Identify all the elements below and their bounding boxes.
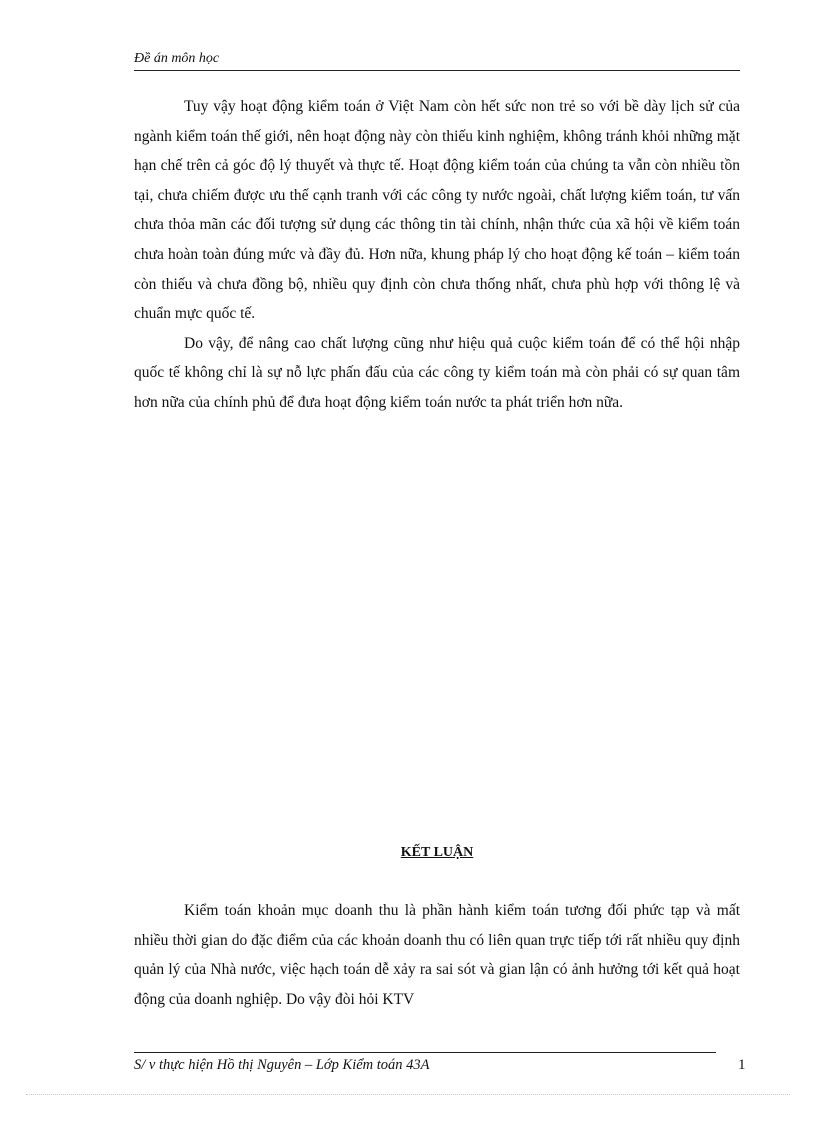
page-edge-divider <box>26 1094 790 1095</box>
page-number: 1 <box>738 1057 746 1073</box>
conclusion-title: KẾT LUẬN <box>400 845 474 860</box>
footer-author: S/ v thực hiện Hồ thị Nguyên – Lớp Kiểm toán 43A <box>134 1057 430 1073</box>
page-header <box>134 50 740 71</box>
footer-divider <box>134 1052 716 1053</box>
header-title: Đề án môn học <box>134 51 220 66</box>
conclusion-heading <box>134 844 740 862</box>
conclusion-paragraph-1: Kiểm toán khoản mục doanh thu là phần hành kiểm toán tương đối phức tạp và mất nhiều thời gian do đặc điểm của các khoản doanh thu có liên quan trực tiếp tới rất nhiều quy định quản lý của Nhà nước, việc hạch toán dễ xảy ra sai sót và gian lận có ảnh hưởng tới kết quả hoạt động của doanh nghiệp. Do vậy đòi hỏi KTV <box>134 902 740 1008</box>
body-paragraph-2: Do vậy, để nâng cao chất lượng cũng như hiệu quả cuộc kiểm toán để có thể hội nhập quốc tế không chỉ là sự nỗ lực phấn đấu của các công ty kiểm toán mà còn phải có sự quan tâm hơn nữa của chính phủ để đưa hoạt động kiểm toán nước ta phát triển hơn nữa. <box>134 334 740 411</box>
body-paragraph-1: Tuy vậy hoạt động kiểm toán ở Việt Nam còn hết sức non trẻ so với bề dày lịch sử của ngành kiểm toán thế giới, nên hoạt động này còn thiếu kinh nghiệm, không tránh khỏi những mặt hạn chế trên cả góc độ lý thuyết và thực tế. Hoạt động kiểm toán của chúng ta vẫn còn nhiều tồn tại, chưa chiếm được ưu thế cạnh tranh với các công ty nước ngoài, chất lượng kiểm toán, tư vấn chưa thỏa mãn các đối tượng sử dụng các thông tin tài chính, nhận thức của xã hội về kiểm toán chưa hoàn toàn đúng mức và đầy đủ. Hơn nữa, khung pháp lý cho hoạt động kế toán – kiểm toán còn thiếu và chưa đồng bộ, nhiều quy định còn chưa thống nhất, chưa phù hợp với thông lệ và chuẩn mực quốc tế. <box>134 98 740 323</box>
conclusion-section <box>134 896 740 1014</box>
body-section <box>134 92 740 418</box>
